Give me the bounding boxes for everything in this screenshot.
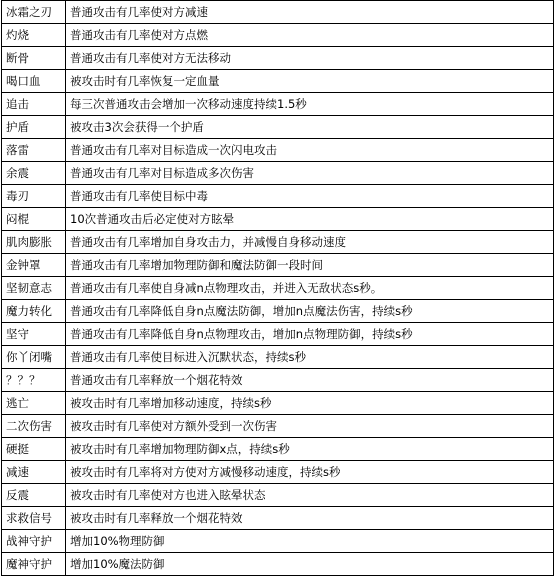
skill-desc-cell: 普通攻击有几率使自身减n点物理攻击，并进入无敌状态s秒。	[66, 277, 554, 300]
skill-name-cell: 减速	[2, 461, 66, 484]
skill-desc-cell: 被攻击时有几率释放一个烟花特效	[66, 507, 554, 530]
table-row	[2, 415, 554, 438]
skill-name-cell: 肌肉膨胀	[2, 231, 66, 254]
skill-desc-cell: 被攻击时有几率使对方额外受到一次伤害	[66, 415, 554, 438]
skill-desc-cell: 普通攻击有几率增加物理防御和魔法防御一段时间	[66, 254, 554, 277]
table-row	[2, 70, 554, 93]
skill-desc-cell: 普通攻击有几率使对方点燃	[66, 24, 554, 47]
skill-name-cell: 灼烧	[2, 24, 66, 47]
table-row	[2, 93, 554, 116]
skill-name-cell: 护盾	[2, 116, 66, 139]
skill-desc-cell: 普通攻击有几率使对方无法移动	[66, 47, 554, 70]
skill-name-cell: 坚守	[2, 323, 66, 346]
table-row	[2, 484, 554, 507]
skill-name-cell: 魔力转化	[2, 300, 66, 323]
skill-name-cell: 逃亡	[2, 392, 66, 415]
skill-name-cell: 你丫闭嘴	[2, 346, 66, 369]
skill-table-body	[2, 1, 554, 576]
skill-desc-cell: 普通攻击有几率增加自身攻击力，并减慢自身移动速度	[66, 231, 554, 254]
skill-desc-cell: 被攻击时有几率恢复一定血量	[66, 70, 554, 93]
skill-desc-cell: 普通攻击有几率使目标进入沉默状态，持续s秒	[66, 346, 554, 369]
table-row	[2, 277, 554, 300]
skill-desc-cell: 被攻击时有几率增加移动速度，持续s秒	[66, 392, 554, 415]
skill-name-cell: 反震	[2, 484, 66, 507]
skill-name-cell: 喝口血	[2, 70, 66, 93]
skill-name-cell: 求救信号	[2, 507, 66, 530]
skill-desc-cell: 普通攻击有几率释放一个烟花特效	[66, 369, 554, 392]
skill-desc-cell: 普通攻击有几率对目标造成一次闪电攻击	[66, 139, 554, 162]
skill-name-cell: 战神守护	[2, 530, 66, 553]
skill-desc-cell: 普通攻击有几率降低自身n点魔法防御，增加n点魔法伤害，持续s秒	[66, 300, 554, 323]
skill-desc-cell: 普通攻击有几率使对方减速	[66, 1, 554, 24]
table-row	[2, 553, 554, 576]
skill-desc-cell: 被攻击时有几率增加物理防御x点，持续s秒	[66, 438, 554, 461]
skill-name-cell: 毒刃	[2, 185, 66, 208]
skill-name-cell: 追击	[2, 93, 66, 116]
table-row	[2, 116, 554, 139]
table-row	[2, 1, 554, 24]
table-row	[2, 530, 554, 553]
skill-table	[1, 0, 554, 576]
table-row	[2, 208, 554, 231]
skill-name-cell: 冰霜之刃	[2, 1, 66, 24]
table-row	[2, 185, 554, 208]
skill-name-cell: 二次伤害	[2, 415, 66, 438]
table-row	[2, 461, 554, 484]
table-row	[2, 47, 554, 70]
table-row	[2, 346, 554, 369]
skill-desc-cell: 普通攻击有几率降低自身n点物理攻击，增加n点物理防御，持续s秒	[66, 323, 554, 346]
skill-name-cell: 断骨	[2, 47, 66, 70]
skill-desc-cell: 普通攻击有几率对目标造成多次伤害	[66, 162, 554, 185]
skill-name-cell: 金钟罩	[2, 254, 66, 277]
skill-name-cell: 闷棍	[2, 208, 66, 231]
skill-desc-cell: 每三次普通攻击会增加一次移动速度持续1.5秒	[66, 93, 554, 116]
table-row	[2, 369, 554, 392]
skill-name-cell: 坚韧意志	[2, 277, 66, 300]
skill-desc-cell: 被攻击时有几率将对方使对方减慢移动速度，持续s秒	[66, 461, 554, 484]
skill-name-cell: 余震	[2, 162, 66, 185]
table-row	[2, 438, 554, 461]
skill-desc-cell: 普通攻击有几率使目标中毒	[66, 185, 554, 208]
table-row	[2, 300, 554, 323]
table-row	[2, 162, 554, 185]
skill-desc-cell: 增加10%魔法防御	[66, 553, 554, 576]
skill-desc-cell: 增加10%物理防御	[66, 530, 554, 553]
skill-name-cell: ？？？	[2, 369, 66, 392]
skill-desc-cell: 10次普通攻击后必定使对方眩晕	[66, 208, 554, 231]
skill-desc-cell: 被攻击3次会获得一个护盾	[66, 116, 554, 139]
table-row	[2, 231, 554, 254]
table-row	[2, 392, 554, 415]
table-row	[2, 254, 554, 277]
skill-name-cell: 魔神守护	[2, 553, 66, 576]
skill-desc-cell: 被攻击时有几率使对方也进入眩晕状态	[66, 484, 554, 507]
table-row	[2, 139, 554, 162]
table-row	[2, 24, 554, 47]
skill-name-cell: 硬挺	[2, 438, 66, 461]
skill-name-cell: 落雷	[2, 139, 66, 162]
table-row	[2, 323, 554, 346]
table-row	[2, 507, 554, 530]
